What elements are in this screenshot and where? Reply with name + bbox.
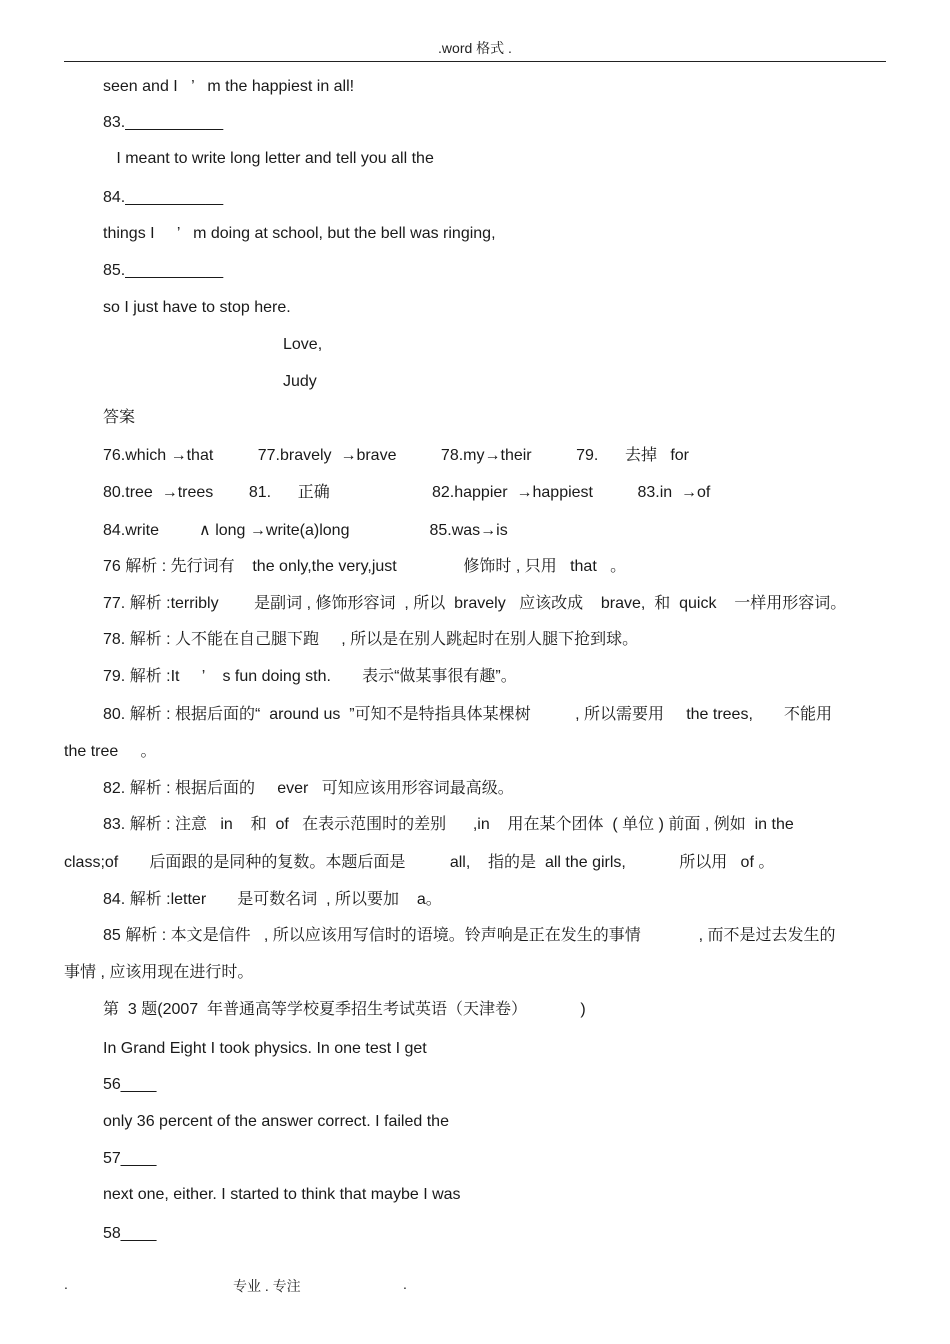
blank-line: 85.___________ [103,262,224,279]
text-line: things I ’ m doing at school, but the bell was ringing, [103,225,496,242]
text-line: only 36 percent of the answer correct. I failed the [103,1113,449,1130]
text-line: so I just have to stop here. [103,299,291,316]
letter-closing: Love, [283,336,323,353]
answer-row: 84.write ∧ long →write(a)long 85.was→is [103,522,508,539]
footer-left: . [64,1276,68,1292]
explanation-line: 85 解析 : 本文是信件 , 所以应该用写信时的语境。铃声响是正在发生的事情 , 而不是过去发生的 [103,927,836,944]
blank-line: 58____ [103,1225,157,1242]
explanation-line: 76 解析 : 先行词有 the only,the very,just 修饰时 , 只用 that 。 [103,558,627,575]
explanation-line: 77. 解析 :terribly 是副词 , 修饰形容词 , 所以 bravely 应该改成 brave, 和 quick 一样用形容词。 [103,595,847,612]
letter-signature: Judy [283,373,317,390]
footer-right: . [403,1276,407,1292]
blank-line: 84.___________ [103,189,224,206]
explanation-line: 84. 解析 :letter 是可数名词 , 所以要加 a。 [103,891,442,908]
header-rule [64,61,886,62]
explanation-line: 79. 解析 :It ’ s fun doing sth. 表示“做某事很有趣”。 [103,668,517,685]
blank-line: 57____ [103,1150,157,1167]
footer-center: 专业 . 专注 [233,1278,301,1294]
text-line: next one, either. I started to think that maybe I was [103,1186,461,1203]
explanation-line: 83. 解析 : 注意 in 和 of 在表示范围时的差别 ,in 用在某个团体 ( 单位 ) 前面 , 例如 in the [103,816,794,833]
answer-row: 80.tree →trees 81. 正确 82.happier →happiest 83.in →of [103,484,711,501]
page-header: .word 格式 . [438,40,512,56]
text-line: seen and I ’ m the happiest in all! [103,78,355,95]
text-line: I meant to write long letter and tell you all the [103,150,434,167]
explanation-line: 80. 解析 : 根据后面的“ around us ”可知不是特指具体某棵树 , 所以需要用 the trees, 不能用 [103,706,833,723]
answer-heading: 答案 [103,409,136,426]
blank-line: 83.___________ [103,114,224,131]
answer-row: 76.which →that 77.bravely →brave 78.my→their 79. 去掉 for [103,447,689,464]
explanation-line: class;of 后面跟的是同种的复数。本题后面是 all, 指的是 all the girls, 所以用 of 。 [64,854,775,871]
explanation-line: 事情 , 应该用现在进行时。 [64,964,254,981]
explanation-line: 78. 解析 : 人不能在自己腿下跑 , 所以是在别人跳起时在别人腿下抢到球。 [103,631,639,648]
explanation-line: the tree 。 [64,743,157,760]
question-heading: 第 3 题(2007 年普通高等学校夏季招生考试英语（天津卷） ) [103,1001,586,1018]
blank-line: 56____ [103,1076,157,1093]
text-line: In Grand Eight I took physics. In one test I get [103,1040,427,1057]
explanation-line: 82. 解析 : 根据后面的 ever 可知应该用形容词最高级。 [103,780,514,797]
